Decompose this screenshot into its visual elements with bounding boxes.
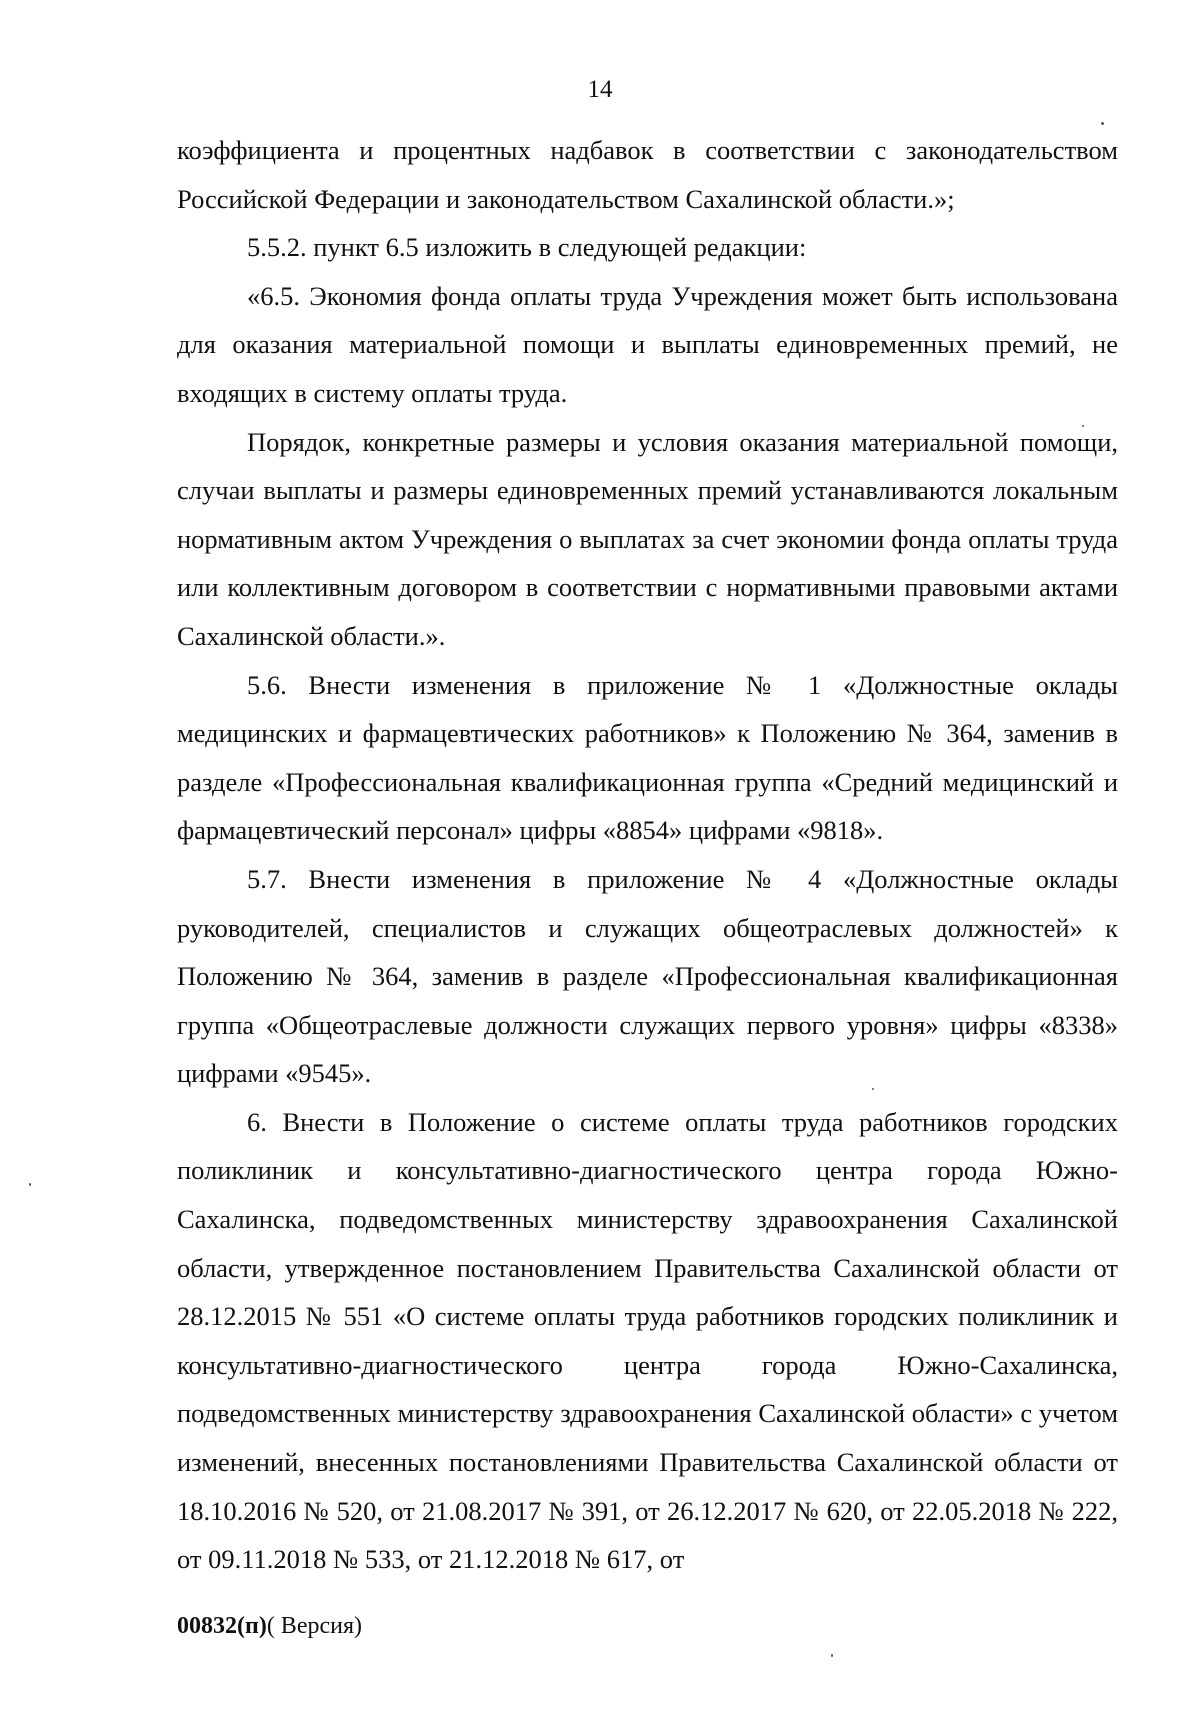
paragraph-procedure: Порядок, конкретные размеры и условия оказания материальной помощи, случаи выплаты и размеры единовременных премий устанавливаются локальным нормативным актом Учреждения о выплатах за счет экономии фонда оплаты труда или коллективным договором в соответствии с нормативными правовыми актами Сахалинской области.». [177, 426, 1118, 651]
paragraph-6: 6. Внести в Положение о системе оплаты труда работников городских поликлиник и консультативно-диагностического центра города Южно-Сахалинска, подведомственных министерству здравоохранения Сахалинской области, утвержденное постановлением Правительства Сахалинской области от 28.12.2015 № 551 «О системе оплаты труда работников городских поликлиник и консультативно-диагностического центра города Южно-Сахалинска, подведомственных министерству здравоохранения Сахалинской области» с учетом изменений, внесенных постановлениями Правительства Сахалинской области от 18.10.2016 № 520, от 21.08.2017 № 391, от 26.12.2017 № 620, от 22.05.2018 № 222, от 09.11.2018 № 533, от 21.12.2018 № 617, от [177, 1106, 1118, 1575]
scan-speck [29, 1183, 31, 1186]
document-body [177, 126, 1118, 1584]
scan-speck [872, 1088, 874, 1090]
paragraph-continuation: коэффициента и процентных надбавок в соответствии с законодательством Российской Федерации и законодательством Сахалинской области.»; [177, 135, 1118, 214]
document-footer [177, 1613, 362, 1640]
paragraph-6-5-quote: «6.5. Экономия фонда оплаты труда Учреждения может быть использована для оказания материальной помощи и выплаты единовременных премий, не входящих в систему оплаты труда. [177, 280, 1118, 408]
scan-speck [1101, 122, 1104, 125]
scan-speck [1082, 425, 1084, 427]
paragraph-5-7: 5.7. Внести изменения в приложение № 4 «Должностные оклады руководителей, специалистов и служащих общеотраслевых должностей» к Положению № 364, заменив в разделе «Профессиональная квалификационная группа «Общеотраслевые должности служащих первого уровня» цифры «8338» цифрами «9545». [177, 863, 1118, 1089]
paragraph-5-5-2: 5.5.2. пункт 6.5 изложить в следующей редакции: [247, 232, 807, 263]
paragraph-5-6: 5.6. Внести изменения в приложение № 1 «Должностные оклады медицинских и фармацевтических работников» к Положению № 364, заменив в разделе «Профессиональная квалификационная группа «Средний медицинский и фармацевтический персонал» цифры «8854» цифрами «9818». [177, 669, 1118, 846]
page-number: 14 [587, 76, 613, 103]
document-version: ( Версия) [266, 1613, 362, 1639]
document-code: 00832(п) [177, 1613, 267, 1639]
scan-speck [831, 1654, 833, 1657]
